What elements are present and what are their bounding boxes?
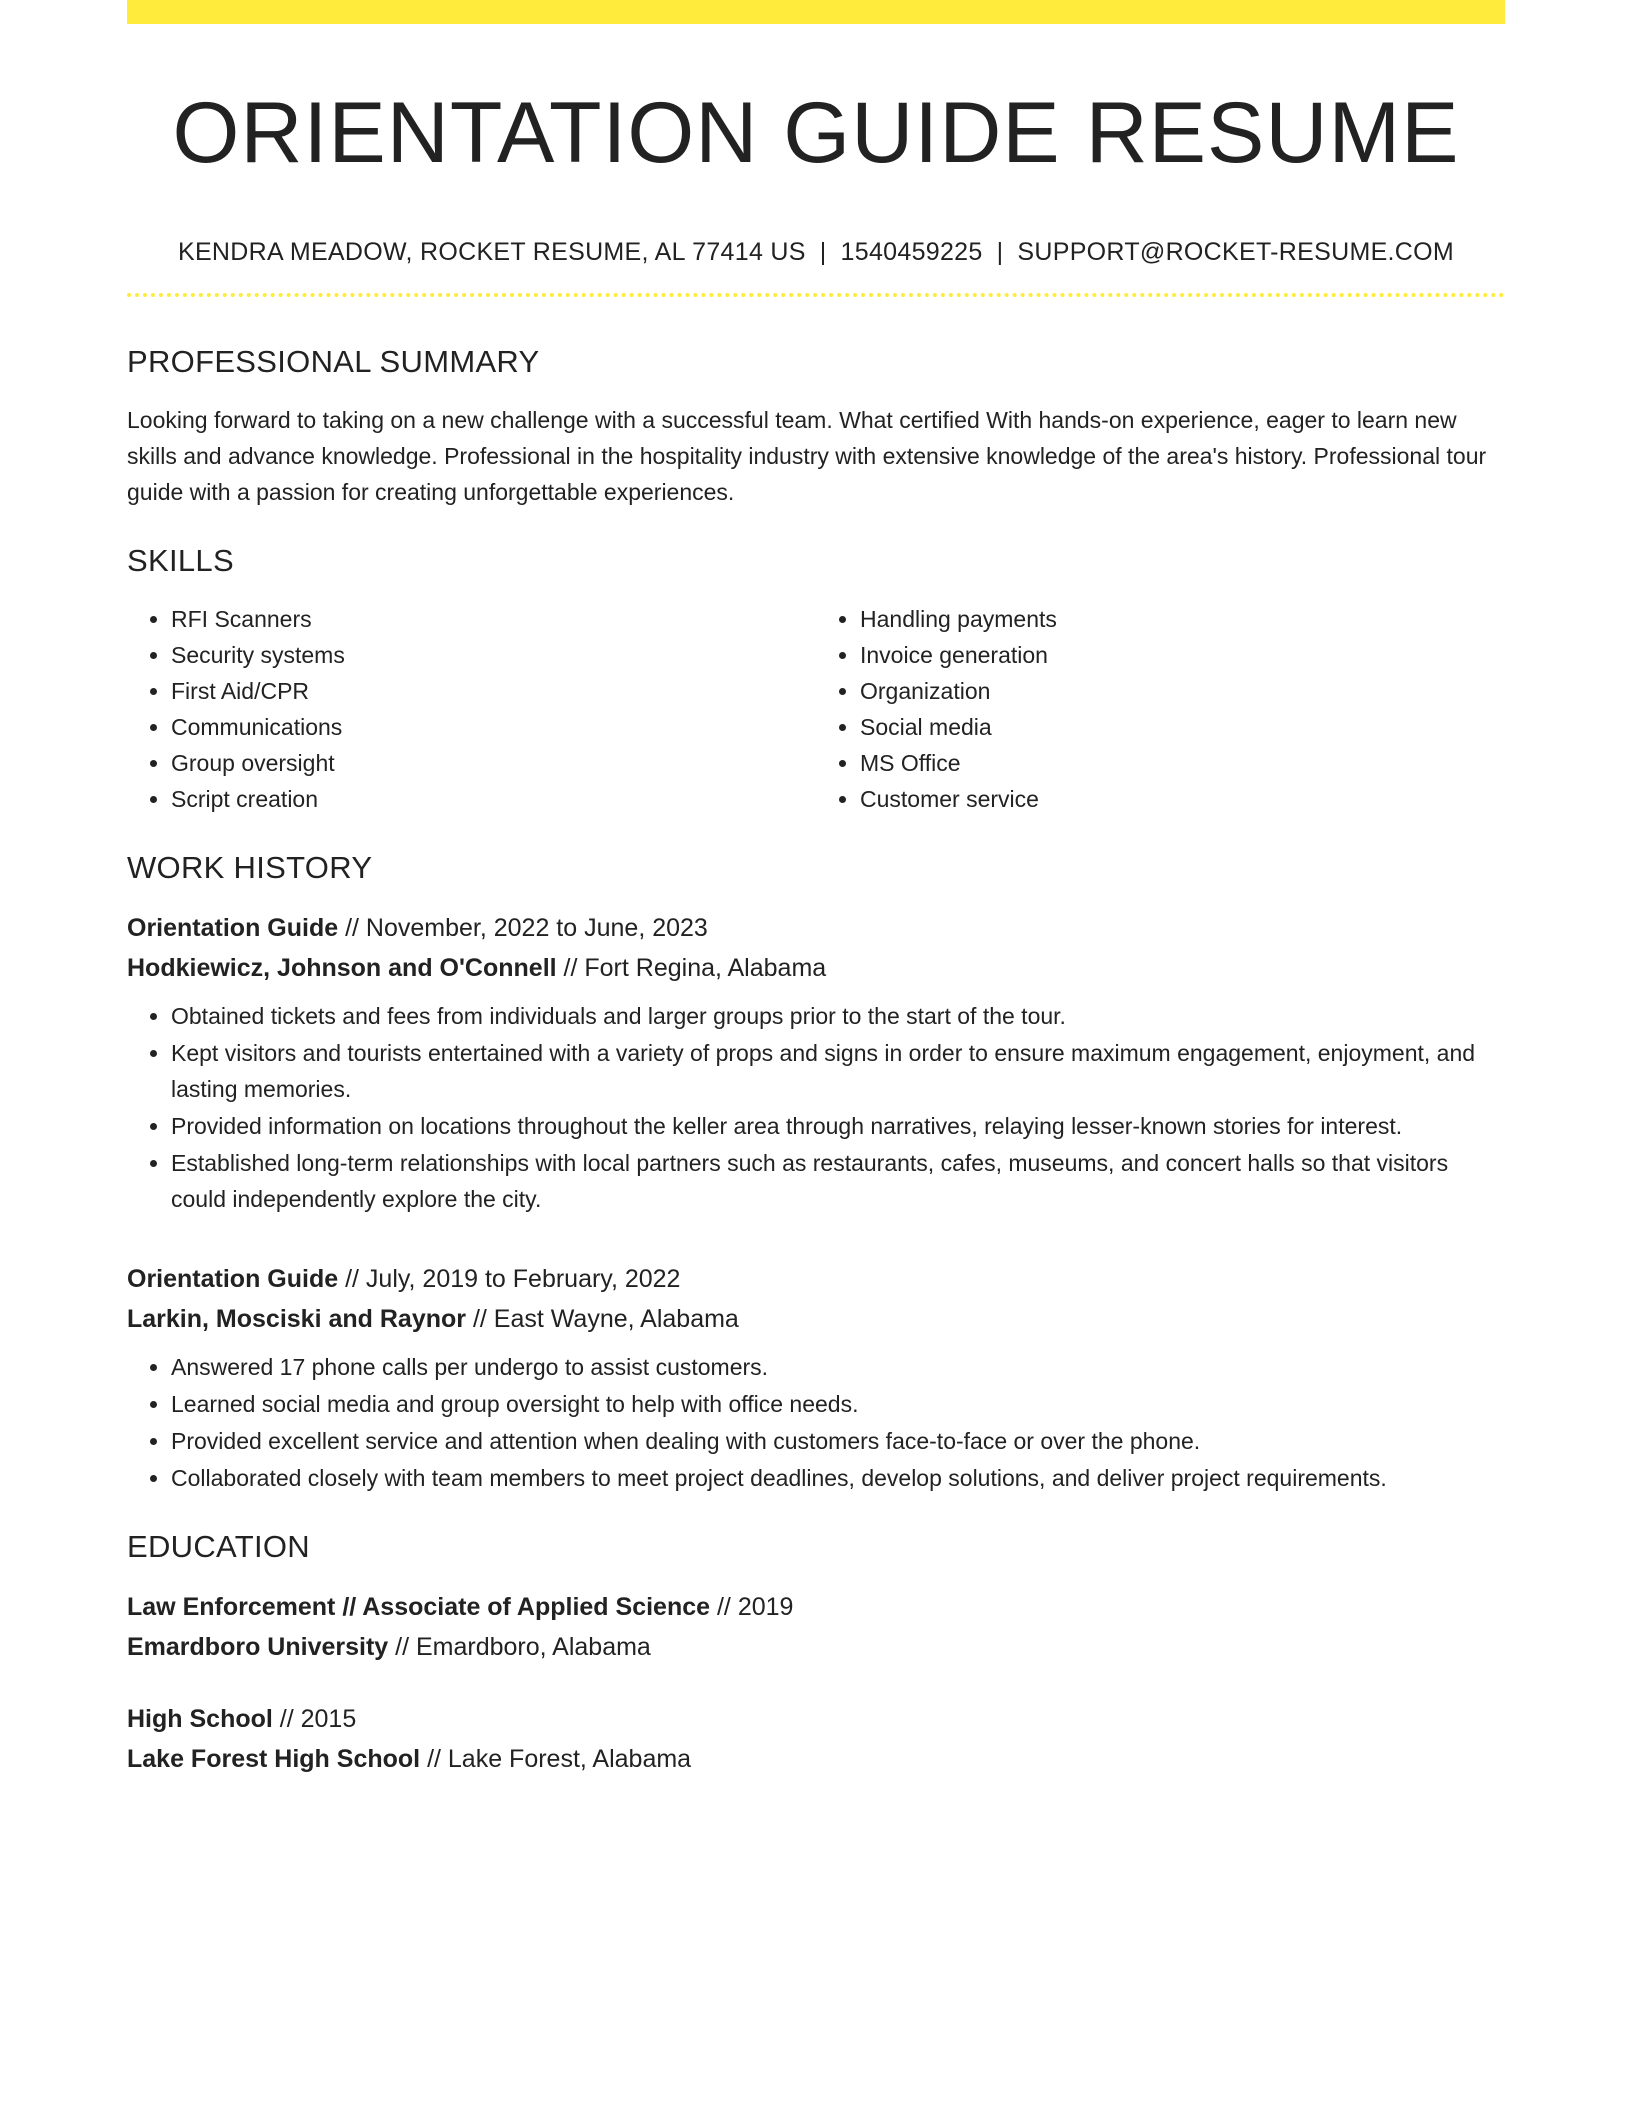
job-company: Hodkiewicz, Johnson and O'Connell bbox=[127, 954, 557, 983]
job-bullet: • Provided excellent service and attention when dealing with customers face-to-face or over the phone. bbox=[171, 1423, 1505, 1459]
education-degree: Law Enforcement // Associate of Applied Science bbox=[127, 1593, 711, 1622]
job-bullet: • Learned social media and group oversight to help with office needs. bbox=[171, 1386, 1505, 1422]
education-school-line bbox=[127, 1739, 1505, 1779]
dotted-divider bbox=[127, 293, 1505, 297]
education-degree: High School bbox=[127, 1705, 273, 1734]
summary-text: Looking forward to taking on a new challenge with a successful team. What certified With hands-on experience, eager to learn new skills and advance knowledge. Professional in the hospitality industry with extensive knowledge of the area's history. Professional tour guide with a passion for creating unforgettable experiences. bbox=[127, 406, 1487, 505]
skill-item: • First Aid/CPR bbox=[171, 673, 816, 709]
education-school: Lake Forest High School bbox=[127, 1745, 421, 1774]
skill-item: • Security systems bbox=[171, 637, 816, 673]
skill-item: • Handling payments bbox=[860, 601, 1505, 637]
top-accent-bar bbox=[127, 0, 1505, 24]
summary-heading: PROFESSIONAL SUMMARY bbox=[127, 343, 540, 379]
education-school-line bbox=[127, 1627, 1505, 1667]
contact-separator: | bbox=[819, 237, 827, 266]
job-bullets bbox=[127, 1349, 1505, 1496]
job-title: Orientation Guide bbox=[127, 1265, 339, 1294]
education-year: // 2015 bbox=[279, 1705, 357, 1734]
resume-title: ORIENTATION GUIDE RESUME bbox=[172, 85, 1460, 181]
job-bullet: • Collaborated closely with team members to meet project deadlines, develop solutions, and deliver project requirements. bbox=[171, 1460, 1505, 1496]
job-company: Larkin, Mosciski and Raynor bbox=[127, 1305, 466, 1334]
education-degree-line bbox=[127, 1699, 1505, 1739]
job-entry bbox=[127, 908, 1505, 1217]
job-company-line bbox=[127, 948, 1505, 988]
skill-item: • RFI Scanners bbox=[171, 601, 816, 637]
skills-columns bbox=[127, 601, 1505, 817]
education-entry bbox=[127, 1587, 1505, 1667]
job-bullet: • Kept visitors and tourists entertained with a variety of props and signs in order to ensure maximum engagement, enjoyment, and lasting memories. bbox=[171, 1035, 1505, 1107]
job-bullet: • Obtained tickets and fees from individuals and larger groups prior to the start of the tour. bbox=[171, 998, 1505, 1034]
education-location: // Emardboro, Alabama bbox=[395, 1633, 651, 1662]
job-bullet: • Established long-term relationships with local partners such as restaurants, cafes, museums, and concert halls so that visitors could independently explore the city. bbox=[171, 1145, 1505, 1217]
job-company-line bbox=[127, 1299, 1505, 1339]
contact-line bbox=[127, 237, 1505, 267]
job-title-line bbox=[127, 1259, 1505, 1299]
contact-email: SUPPORT@ROCKET-RESUME.COM bbox=[1017, 237, 1455, 266]
work-history-heading: WORK HISTORY bbox=[127, 849, 373, 885]
education-location: // Lake Forest, Alabama bbox=[427, 1745, 692, 1774]
skill-item: • Script creation bbox=[171, 781, 816, 817]
education-heading: EDUCATION bbox=[127, 1529, 310, 1565]
job-location: // East Wayne, Alabama bbox=[472, 1305, 739, 1334]
skill-item: • Customer service bbox=[860, 781, 1505, 817]
job-location: // Fort Regina, Alabama bbox=[563, 954, 827, 983]
job-entry bbox=[127, 1259, 1505, 1496]
contact-phone: 1540459225 bbox=[840, 237, 983, 266]
education-school: Emardboro University bbox=[127, 1633, 389, 1662]
skills-heading: SKILLS bbox=[127, 542, 234, 578]
skill-item: • Social media bbox=[860, 709, 1505, 745]
education-year: // 2019 bbox=[716, 1593, 794, 1622]
skills-left-list bbox=[127, 601, 816, 817]
job-dates: // November, 2022 to June, 2023 bbox=[345, 914, 708, 943]
skills-right-list bbox=[816, 601, 1505, 817]
contact-address: KENDRA MEADOW, ROCKET RESUME, AL 77414 US bbox=[177, 237, 806, 266]
job-title: Orientation Guide bbox=[127, 914, 339, 943]
skill-item: • Communications bbox=[171, 709, 816, 745]
contact-separator: | bbox=[996, 237, 1004, 266]
job-bullet: • Answered 17 phone calls per undergo to assist customers. bbox=[171, 1349, 1505, 1385]
job-bullet: • Provided information on locations throughout the keller area through narratives, relaying lesser-known stories for interest. bbox=[171, 1108, 1505, 1144]
skill-item: • Invoice generation bbox=[860, 637, 1505, 673]
job-title-line bbox=[127, 908, 1505, 948]
skill-item: • Organization bbox=[860, 673, 1505, 709]
skill-item: • MS Office bbox=[860, 745, 1505, 781]
skill-item: • Group oversight bbox=[171, 745, 816, 781]
job-dates: // July, 2019 to February, 2022 bbox=[345, 1265, 681, 1294]
education-entry bbox=[127, 1699, 1505, 1779]
job-bullets bbox=[127, 998, 1505, 1217]
education-degree-line bbox=[127, 1587, 1505, 1627]
